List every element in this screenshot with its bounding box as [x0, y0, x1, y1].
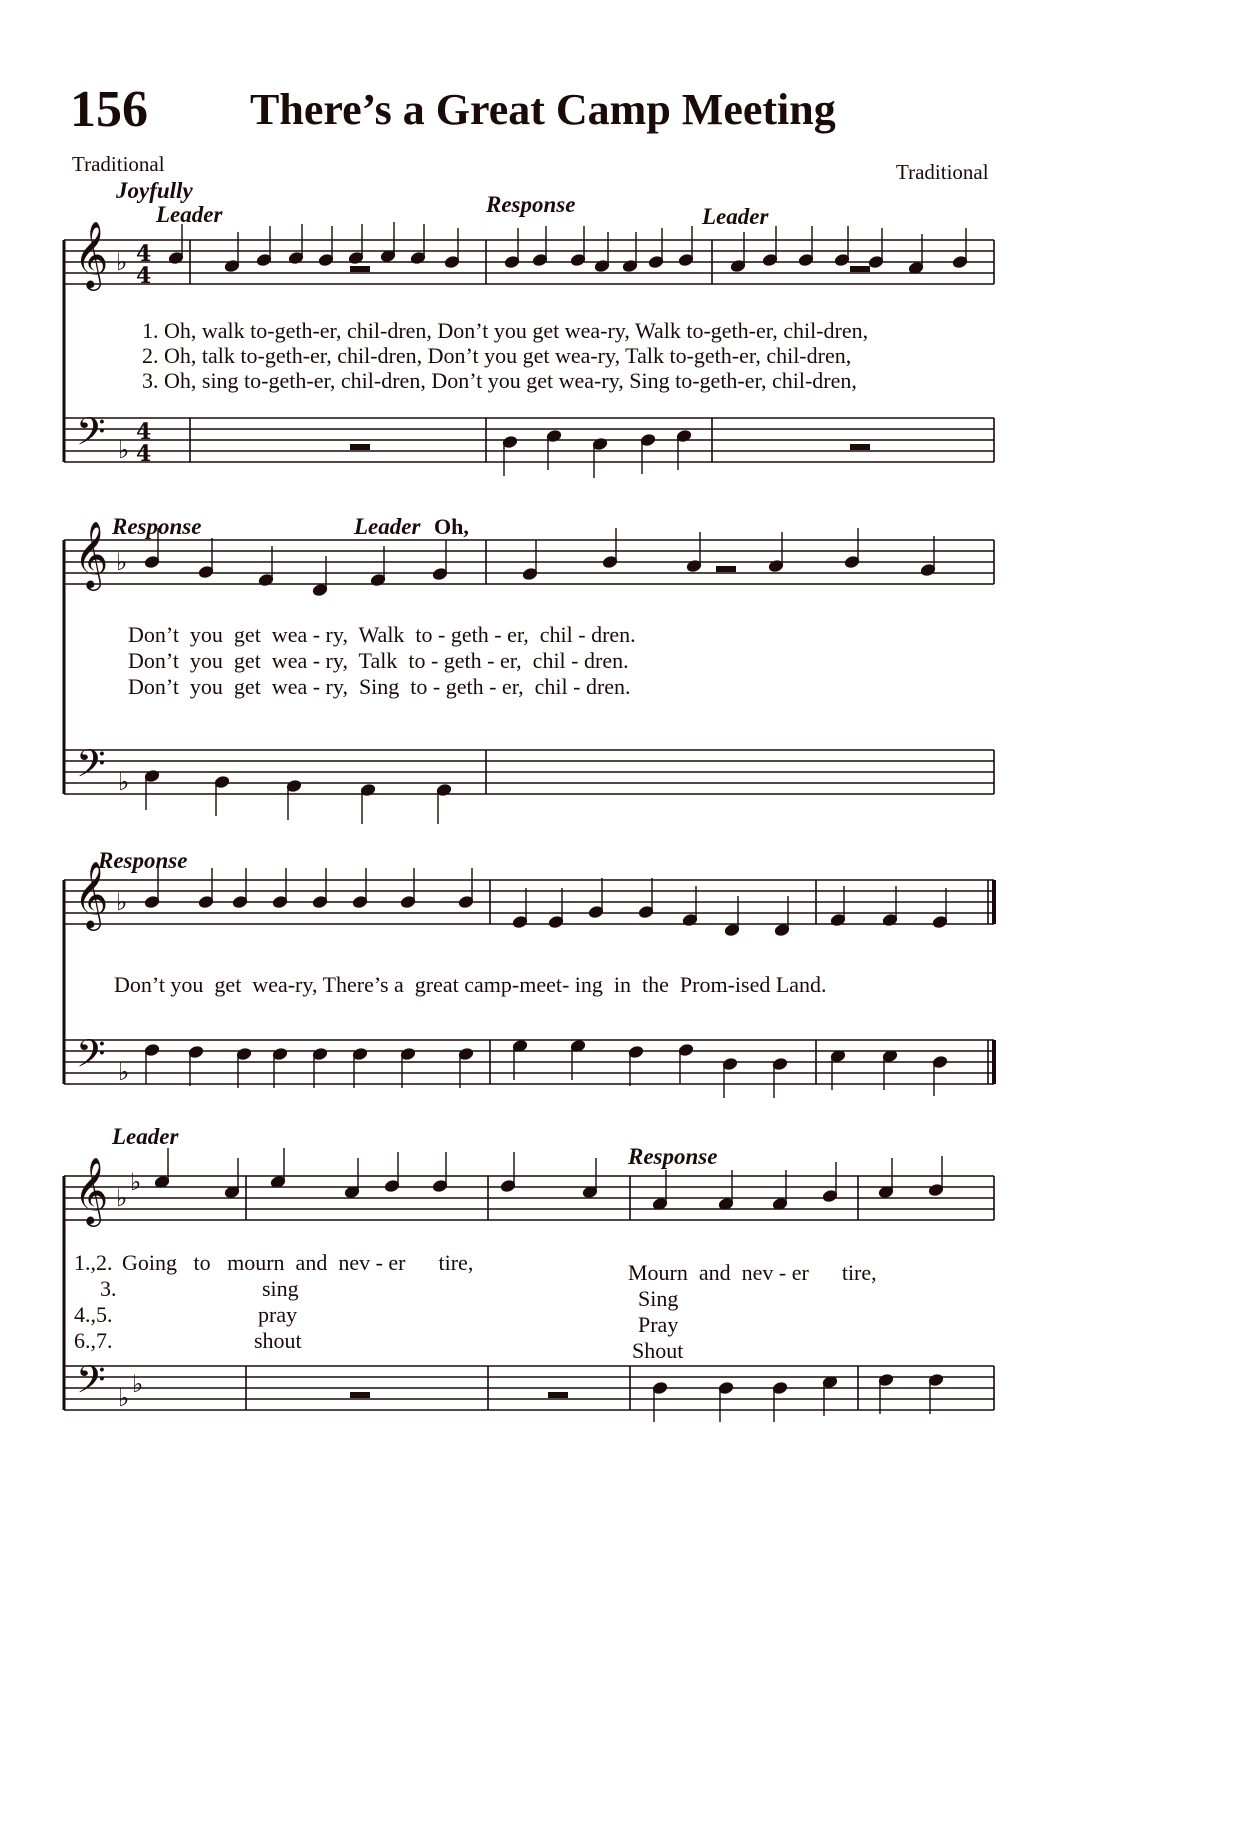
verse-label: 3. [100, 1276, 117, 1301]
flat-sign: ♭ [118, 1058, 130, 1086]
lyric-line: 3. Oh, sing to-geth-er, chil-dren, Don’t you get wea-ry, Sing to-geth-er, chil-dren, [142, 368, 857, 393]
whole-rest [548, 1392, 568, 1398]
time-signature: 4 [136, 263, 152, 289]
alt-verb: Sing [638, 1286, 679, 1311]
flat-sign: ♭ [118, 436, 130, 464]
whole-rest [350, 444, 370, 450]
flat-sign: ♭ [118, 1384, 130, 1412]
flat-sign: ♭ [116, 248, 128, 276]
music-credit: Traditional [896, 160, 989, 184]
tempo-marking: Joyfully [116, 178, 193, 203]
whole-rest [850, 444, 870, 450]
whole-rest [350, 1392, 370, 1398]
lyric-line: Don’t you get wea - ry, Walk to - geth - er, chil - dren. [128, 622, 636, 647]
response-label: Response [486, 192, 576, 217]
bass-clef: 𝄢 [76, 1357, 106, 1411]
hymn-title: There’s a Great Camp Meeting [250, 85, 836, 134]
lyric-line: 1. Oh, walk to-geth-er, chil-dren, Don’t you get wea-ry, Walk to-geth-er, chil-dren, [142, 318, 869, 343]
leader-label: Leader [702, 204, 769, 229]
response-label: Response [112, 514, 202, 539]
response-label: Response [98, 848, 188, 873]
leader-oh: Oh, [434, 514, 469, 539]
lyric-line: 2. Oh, talk to-geth-er, chil-dren, Don’t you get wea-ry, Talk to-geth-er, chil-dren, [142, 343, 852, 368]
alt-verb: shout [254, 1328, 302, 1353]
lyric-line: Going to mourn and nev - er tire, [122, 1250, 474, 1275]
flat-sign: ♭ [130, 1168, 142, 1196]
leader-label: Leader [112, 1124, 179, 1149]
flat-sign: ♭ [116, 1184, 128, 1212]
time-signature: 4 [136, 241, 152, 267]
flat-sign: ♭ [116, 548, 128, 576]
lyric-line: Don’t you get wea - ry, Talk to - geth - er, chil - dren. [128, 648, 629, 673]
lyric-line: Don’t you get wea - ry, Sing to - geth - er, chil - dren. [128, 674, 631, 699]
leader-label: Leader [156, 202, 223, 227]
alt-verb: sing [262, 1276, 299, 1301]
lyric-line: Mourn and nev - er tire, [628, 1260, 877, 1285]
treble-clef: 𝄞 [74, 860, 109, 928]
hymn-number: 156 [70, 81, 148, 138]
alt-verb: pray [258, 1302, 298, 1327]
whole-rest [850, 266, 870, 272]
flat-sign: ♭ [118, 768, 130, 796]
treble-clef: 𝄞 [74, 1156, 109, 1224]
response-label: Response [628, 1144, 718, 1169]
flat-sign: ♭ [132, 1370, 144, 1398]
time-signature: 4 [136, 441, 152, 467]
verse-label: 4.,5. [74, 1302, 113, 1327]
whole-rest [716, 566, 736, 572]
verse-label: 6.,7. [74, 1328, 113, 1353]
flat-sign: ♭ [116, 888, 128, 916]
leader-label: Leader [354, 514, 421, 539]
time-signature: 4 [136, 419, 152, 445]
treble-clef: 𝄞 [74, 520, 109, 588]
bass-clef: 𝄢 [76, 409, 106, 463]
lyric-line: Don’t you get wea-ry, There’s a great camp-meet- ing in the Prom-ised Land. [114, 972, 827, 997]
alt-verb: Pray [638, 1312, 679, 1337]
bass-clef: 𝄢 [76, 741, 106, 795]
alt-verb: Shout [632, 1338, 684, 1363]
bass-clef: 𝄢 [76, 1031, 106, 1085]
verse-label: 1.,2. [74, 1250, 113, 1275]
treble-clef: 𝄞 [74, 220, 109, 288]
words-credit: Traditional [72, 152, 165, 176]
whole-rest [350, 266, 370, 272]
